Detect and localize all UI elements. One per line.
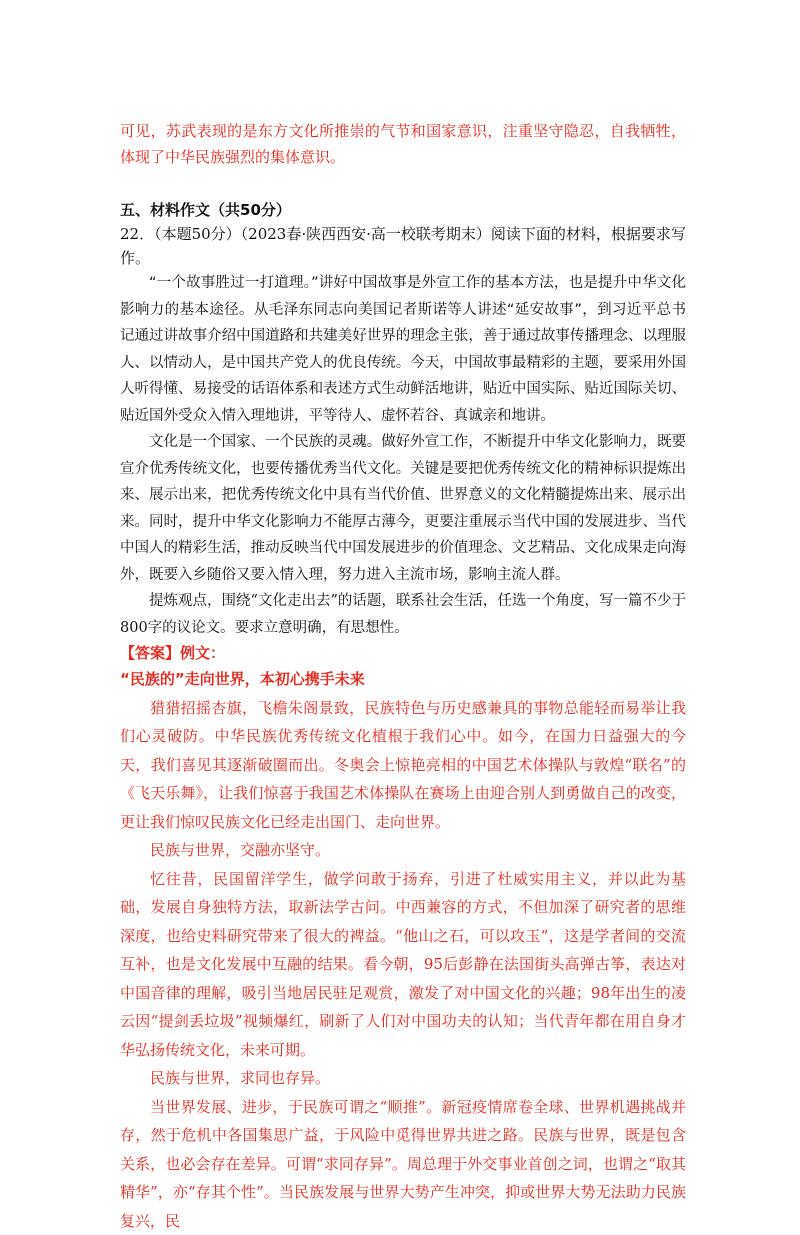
material-paragraph-2: 文化是一个国家、一个民族的灵魂。做好外宣工作，不断提升中华文化影响力，既要宣介优秀传统文化，也要传播优秀当代文化。关键是要把优秀传统文化的精神标识提炼出来、展示出来，把优秀传统文化中具有当代价值、世界意义的文化精髓提炼出来、展示出来。同时，提升中华文化影响力不能厚古薄今，更要注重展示当代中国的发展进步、当代中国人的精彩生活，推动反映当代中国发展进步的价值理念、文艺精品、文化成果走向海外，既要入乡随俗又要入情入理，努力进入主流市场，影响主流人群。: [120, 429, 686, 588]
material-paragraph-1: “一个故事胜过一打道理。”讲好中国故事是外宣工作的基本方法，也是提升中华文化影响力的基本途径。从毛泽东同志向美国记者斯诺等人讲述“延安故事”，到习近平总书记通过讲故事介绍中国道路和共建美好世界的理念主张，善于通过故事传播理念、以理服人、以情动人，是中国共产党人的优良传统。今天，中国故事最精彩的主题，要采用外国人听得懂、易接受的话语体系和表述方式生动鲜活地讲，贴近中国实际、贴近国际关切、贴近国外受众入情入理地讲，平等待人、虚怀若谷、真诚亲和地讲。: [120, 270, 686, 429]
section-title: 五、材料作文（共50分）: [120, 198, 686, 222]
essay-paragraph-1: 猎猎招摇杏旗，飞檐朱阁景致，民族特色与历史感兼具的事物总能轻而易举让我们心灵破防。中华民族优秀传统文化植根于我们心中。如今，在国力日益强大的今天，我们喜见其逐渐破圈而出。冬奥会上惊艳亮相的中国艺术体操队与敦煌“联名”的《飞天乐舞》，让我们惊喜于我国艺术体操队在赛场上由迎合别人到勇做自己的改变，更让我们惊叹民族文化已经走出国门、走向世界。: [120, 694, 686, 837]
intro-conclusion-text: 可见，苏武表现的是东方文化所推崇的气节和国家意识，注重坚守隐忍，自我牺牲，体现了中华民族强烈的集体意识。: [120, 118, 686, 170]
sample-essay: [120, 665, 686, 1235]
answer-label: 【答案】例文：: [120, 641, 686, 665]
writing-requirement: 提炼观点，围绕“文化走出去”的话题，联系社会生活，任选一个角度，写一篇不少于800字的议论文。要求立意明确，有思想性。: [120, 588, 686, 641]
document-page: [120, 118, 686, 1235]
essay-paragraph-2: 民族与世界，交融亦坚守。: [120, 836, 686, 865]
essay-paragraph-4: 民族与世界，求同也存异。: [120, 1064, 686, 1093]
question-prompt: 22．（本题50分）（2023春·陕西西安·高一校联考期末）阅读下面的材料，根据要求写作。: [120, 222, 686, 270]
essay-paragraph-3: 忆往昔，民国留洋学生，做学问敢于扬弃，引进了杜威实用主义，并以此为基础，发展自身独特方法，取新法学古问。中西兼容的方式，不但加深了研究者的思维深度，也给史料研究带来了很大的裨益。“他山之石，可以攻玉”，这是学者间的交流互补，也是文化发展中互融的结果。看今朝，95后彭静在法国街头高弹古筝，表达对中国音律的理解，吸引当地居民驻足观赏，激发了对中国文化的兴趣；98年出生的凌云因“提剑丢垃圾”视频爆红，刷新了人们对中国功夫的认知；当代青年都在用自身才华弘扬传统文化，未来可期。: [120, 865, 686, 1065]
essay-paragraph-5: 当世界发展、进步，于民族可谓之“顺推”。新冠疫情席卷全球、世界机遇挑战并存，然于危机中各国集思广益，于风险中觅得世界共进之路。民族与世界，既是包含关系，也必会存在差异。可谓“求同存异”。周总理于外交事业首创之词，也谓之“取其精华”，亦“存其个性”。当民族发展与世界大势产生冲突，抑或世界大势无法助力民族复兴，民: [120, 1093, 686, 1235]
essay-title: “民族的”走向世界，本初心携手未来: [120, 665, 686, 694]
material-block: [120, 270, 686, 641]
